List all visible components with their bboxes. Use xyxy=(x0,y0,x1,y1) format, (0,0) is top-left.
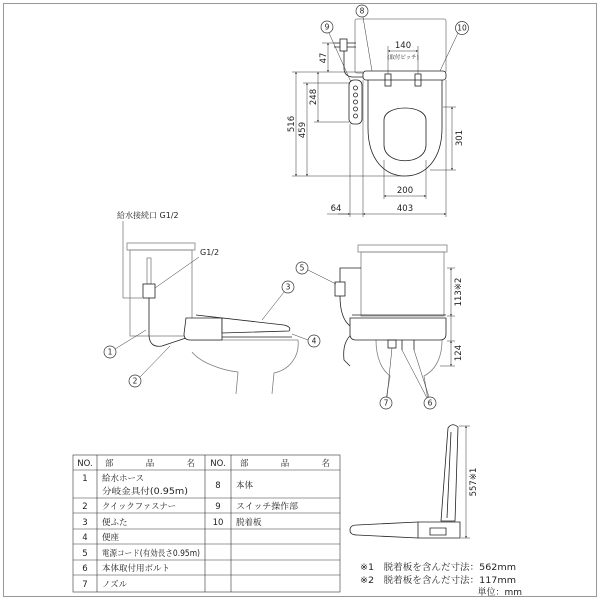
part-no-4: 4 xyxy=(82,533,88,543)
top-view-dimension-lines xyxy=(292,43,456,217)
dim-557: 557※1 xyxy=(469,467,479,497)
bowl-outline xyxy=(376,340,442,400)
dim-pitch: 140 xyxy=(394,41,412,51)
part-no-8: 8 xyxy=(215,481,221,491)
dim-248: 248 xyxy=(309,88,319,106)
tank-body xyxy=(130,250,192,336)
parts-table xyxy=(73,455,340,592)
seat-opening xyxy=(384,108,426,161)
part-no-2: 2 xyxy=(82,502,88,512)
dim-47: 47 xyxy=(319,52,329,64)
part-name-5: 電源コード(有効長さ0.95m) xyxy=(102,549,213,559)
callout-10 xyxy=(440,22,469,72)
seat-base-profile xyxy=(350,522,460,538)
seat-body xyxy=(350,318,446,340)
callout-4 xyxy=(292,334,320,347)
switch-panel xyxy=(349,80,362,124)
supply-port-leader xyxy=(123,221,142,298)
front-view-dimension-lines xyxy=(440,268,455,366)
callout-3 xyxy=(262,281,294,320)
part-no-10: 10 xyxy=(212,518,224,528)
part-name-8: 本体 xyxy=(236,481,254,491)
notes xyxy=(360,561,522,598)
note-2: ※2 脱着板を含んだ寸法：117mm xyxy=(360,576,507,586)
nozzle xyxy=(388,340,396,348)
part-name-1-sub: 分岐金具付(0.95m) xyxy=(102,487,179,497)
header-no-left: NO. xyxy=(77,459,93,469)
dim-516: 516 xyxy=(287,115,297,133)
dim-pitch-note: (取付ピッチ) xyxy=(387,55,419,61)
dim-301: 301 xyxy=(455,129,465,147)
callout-7 xyxy=(380,348,392,409)
dim-113: 113※2 xyxy=(454,277,464,307)
callout-8 xyxy=(356,5,372,71)
dim-459: 459 xyxy=(298,121,308,139)
power-plug xyxy=(335,282,345,296)
dim-200: 200 xyxy=(396,186,414,196)
part-no-5: 5 xyxy=(82,549,88,559)
part-name-3: 便ふた xyxy=(102,518,128,528)
svg-text:7: 7 xyxy=(383,398,389,408)
side-view xyxy=(104,210,320,394)
part-no-1: 1 xyxy=(82,474,88,484)
part-name-1: 給水ホース xyxy=(102,474,145,484)
part-name-7: ノズル xyxy=(102,580,128,590)
tank-lid xyxy=(127,243,195,250)
stop-valve xyxy=(340,39,347,51)
callout-5 xyxy=(296,262,336,284)
front-view xyxy=(296,245,464,409)
top-view xyxy=(287,5,469,217)
supply-pipe xyxy=(147,258,151,284)
header-name-left: 部 品 名 xyxy=(105,459,195,469)
power-cord xyxy=(344,334,352,366)
drawing-frame xyxy=(4,4,597,597)
dim-64: 64 xyxy=(330,204,342,214)
part-name-2: クイックファスナー xyxy=(102,502,176,512)
supply-port-label: 給水接続口 G1/2 xyxy=(117,211,179,220)
unit-note: 単位：mm xyxy=(477,588,522,598)
callout-6 xyxy=(402,350,436,409)
thread-label: G1/2 xyxy=(200,248,220,257)
part-no-6: 6 xyxy=(82,564,88,574)
water-hose xyxy=(149,298,186,346)
svg-text:10: 10 xyxy=(457,23,467,33)
svg-text:3: 3 xyxy=(285,282,291,292)
dim-403: 403 xyxy=(396,204,414,214)
svg-text:1: 1 xyxy=(107,347,113,357)
tank-body xyxy=(361,252,444,316)
svg-text:8: 8 xyxy=(359,6,365,16)
part-name-10: 脱着板 xyxy=(236,518,262,528)
part-no-3: 3 xyxy=(82,518,88,528)
note-1: ※1 脱着板を含んだ寸法：562mm xyxy=(360,563,507,573)
part-no-7: 7 xyxy=(82,580,88,590)
header-no-right: NO. xyxy=(210,459,226,469)
profile-view xyxy=(350,425,479,538)
lid-profile xyxy=(441,425,458,521)
seat-body-top xyxy=(363,71,446,80)
seat-ring xyxy=(368,80,442,176)
svg-text:4: 4 xyxy=(311,336,317,346)
tank-lid xyxy=(358,245,447,252)
supply-hose xyxy=(340,296,350,326)
callout-2 xyxy=(129,346,170,387)
mount-bolts xyxy=(402,340,414,350)
svg-text:6: 6 xyxy=(427,398,433,408)
svg-text:5: 5 xyxy=(299,263,305,273)
part-name-6: 本体取付用ボルト xyxy=(102,564,171,574)
supply-pipe xyxy=(340,268,361,282)
seat-body xyxy=(184,318,222,340)
dim-124: 124 xyxy=(454,344,464,362)
svg-text:2: 2 xyxy=(132,376,138,386)
part-name-4: 便座 xyxy=(102,533,120,543)
branch-fitting xyxy=(143,284,155,298)
bowl-outline xyxy=(190,340,298,394)
svg-text:9: 9 xyxy=(324,22,330,32)
header-name-right: 部 品 名 xyxy=(240,459,330,469)
callout-1 xyxy=(104,330,146,358)
callout-9 xyxy=(321,21,351,82)
part-name-9: スイッチ操作部 xyxy=(236,502,296,512)
part-no-9: 9 xyxy=(215,502,221,512)
